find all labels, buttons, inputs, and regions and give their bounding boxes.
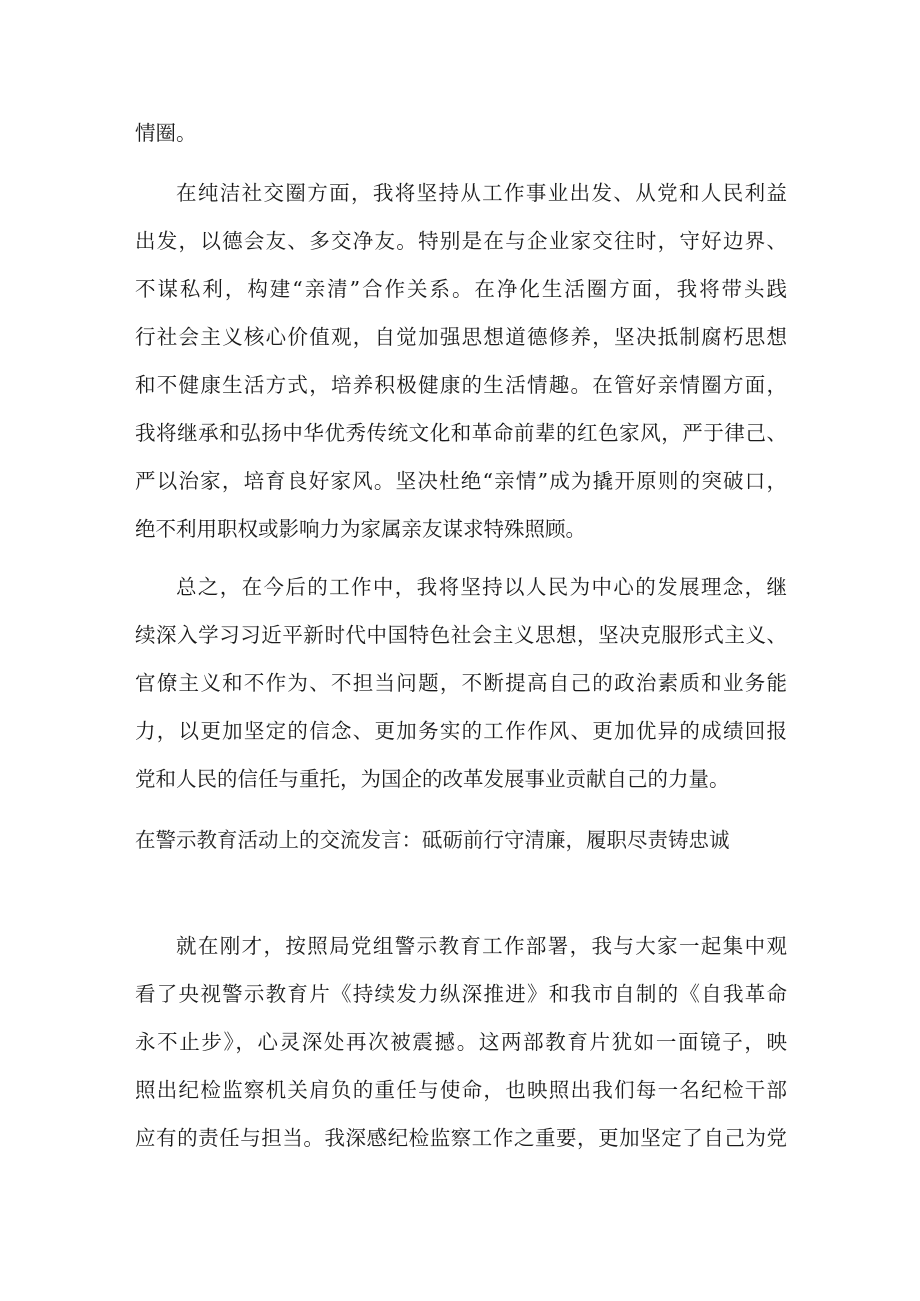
paragraph-social-circle [135, 169, 787, 553]
speech-title: 在警示教育活动上的交流发言：砥砺前行守清廉，履职尽责铸忠诚 [135, 828, 730, 852]
text-line: 在纯洁社交圈方面，我将坚持从工作事业出发、从党和人民利益 [176, 181, 787, 205]
text-line: 不谋私利，构建“亲清”合作关系。在净化生活圈方面，我将带头践 [135, 277, 787, 301]
paragraph-continued [135, 109, 787, 157]
text-line: 和不健康生活方式，培养积极健康的生活情趣。在管好亲情圈方面， [135, 373, 787, 397]
document-body [135, 109, 787, 1162]
text-line: 照出纪检监察机关肩负的重任与使命，也映照出我们每一名纪检干部 [135, 1078, 787, 1102]
text-line: 出发，以德会友、多交净友。特别是在与企业家交往时，守好边界、 [135, 229, 787, 253]
paragraph-speech-opening [135, 922, 787, 1162]
paragraph-summary [135, 563, 787, 803]
text-line: 应有的责任与担当。我深感纪检监察工作之重要，更加坚定了自己为党 [135, 1126, 787, 1150]
text-line: 情圈。 [135, 121, 197, 145]
text-line: 力，以更加坚定的信念、更加务实的工作作风、更加优异的成绩回报 [135, 719, 787, 743]
text-line: 官僚主义和不作为、不担当问题，不断提高自己的政治素质和业务能 [135, 671, 787, 695]
text-line: 我将继承和弘扬中华优秀传统文化和革命前辈的红色家风，严于律己、 [135, 421, 787, 445]
text-line: 党和人民的信任与重托，为国企的改革发展事业贡献自己的力量。 [135, 767, 730, 791]
text-line: 续深入学习习近平新时代中国特色社会主义思想，坚决克服形式主义、 [135, 623, 787, 647]
text-line: 行社会主义核心价值观，自觉加强思想道德修养，坚决抵制腐朽思想 [135, 325, 787, 349]
text-line: 总之，在今后的工作中，我将坚持以人民为中心的发展理念，继 [176, 575, 787, 599]
text-line: 绝不利用职权或影响力为家属亲友谋求特殊照顾。 [135, 517, 586, 541]
text-line: 永不止步》，心灵深处再次被震撼。这两部教育片犹如一面镜子，映 [135, 1030, 787, 1054]
text-line: 严以治家，培育良好家风。坚决杜绝“亲情”成为撬开原则的突破口， [135, 469, 787, 493]
text-line: 就在刚才，按照局党组警示教育工作部署，我与大家一起集中观 [176, 934, 787, 958]
text-line: 看了央视警示教育片《持续发力纵深推进》和我市自制的《自我革命 [135, 982, 787, 1006]
